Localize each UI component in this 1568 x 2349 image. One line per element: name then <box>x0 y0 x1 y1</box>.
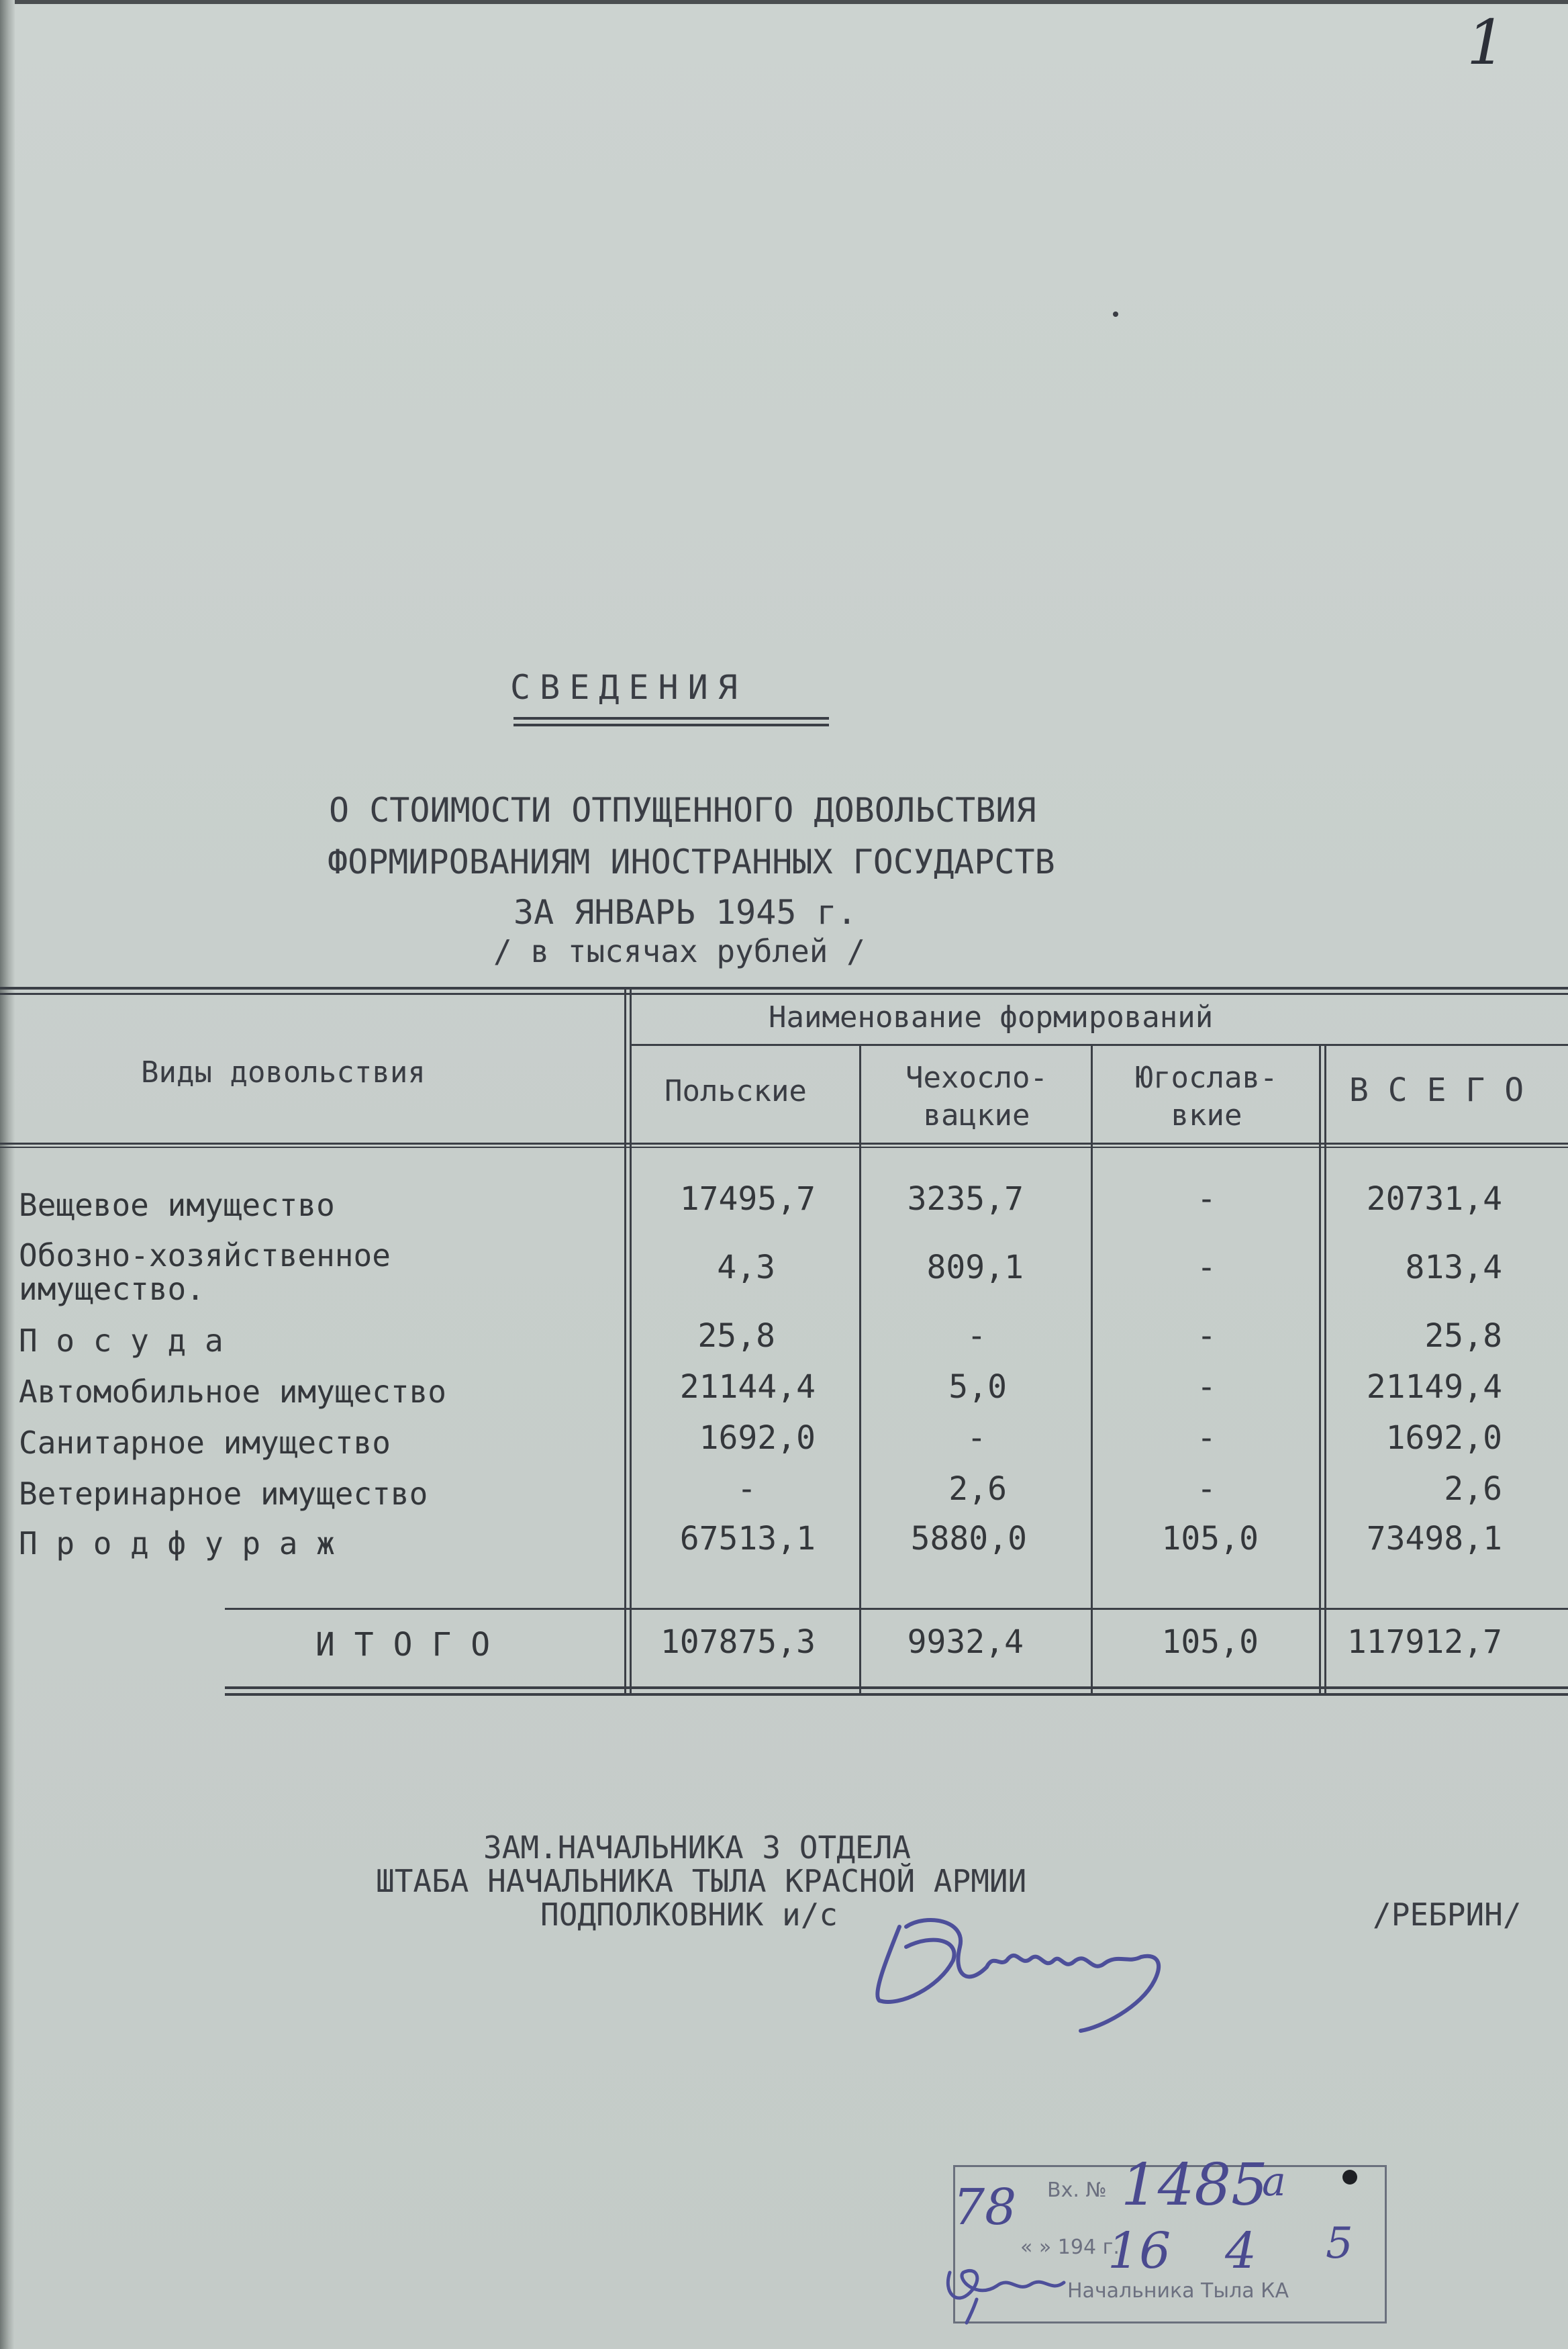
handwritten-suffix: а <box>1262 2158 1286 2205</box>
handwritten-year: 5 <box>1326 2219 1353 2268</box>
total-bottom-rule <box>225 1693 1568 1696</box>
cell-czechoslovak: 809,1 <box>926 1249 1024 1286</box>
column-rule <box>859 1044 861 1696</box>
signatory-name: /РЕБРИН/ <box>1373 1897 1522 1933</box>
handwritten-signature <box>859 1886 1181 2041</box>
total-yugoslav: 105,0 <box>1161 1623 1259 1661</box>
cell-czechoslovak: - <box>967 1317 987 1355</box>
cell-polish: 25,8 <box>697 1317 775 1355</box>
cell-total: 73498,1 <box>1366 1520 1502 1557</box>
cell-polish: 4,3 <box>717 1249 775 1286</box>
subtitle-line: ФОРМИРОВАНИЯМ ИНОСТРАННЫХ ГОСУДАРСТВ <box>328 843 1055 881</box>
subtitle-line: ЗА ЯНВАРЬ 1945 г. <box>513 893 857 932</box>
column-rule <box>1324 1044 1326 1696</box>
cell-total: 21149,4 <box>1366 1368 1502 1406</box>
header-bottom-rule <box>0 1143 1568 1145</box>
signature-line: ШТАБА НАЧАЛЬНИКА ТЫЛА КРАСНОЙ АРМИИ <box>376 1863 1027 1899</box>
handwritten-number: 1485 <box>1121 2152 1268 2219</box>
row-label: П р о д ф у р а ж <box>19 1525 335 1562</box>
stamp-label: « » 194 г. <box>1020 2236 1120 2259</box>
subtitle-line: О СТОИМОСТИ ОТПУЩЕННОГО ДОВОЛЬСТВИЯ <box>329 791 1036 830</box>
column-header-yugoslav: Югослав- вкие <box>1135 1061 1278 1133</box>
row-label: Вещевое имущество <box>19 1187 335 1223</box>
cell-yugoslav: 105,0 <box>1161 1520 1259 1557</box>
row-label: Обозно-хозяйственное имущество. <box>19 1237 391 1307</box>
stamp-initials-scribble <box>936 2252 1097 2326</box>
signature-line: ЗАМ.НАЧАЛЬНИКА 3 ОТДЕЛА <box>483 1829 911 1866</box>
handwritten-month: 4 <box>1225 2222 1257 2280</box>
cell-total: 2,6 <box>1444 1470 1502 1508</box>
total-polish: 107875,3 <box>660 1623 816 1661</box>
row-label: Санитарное имущество <box>19 1425 391 1461</box>
stamp-label: Вх. № <box>1047 2178 1107 2202</box>
total-overall: 117912,7 <box>1346 1623 1502 1661</box>
total-label: И Т О Г О <box>315 1626 491 1664</box>
cell-czechoslovak: 5,0 <box>948 1368 1007 1406</box>
cell-czechoslovak: 2,6 <box>948 1470 1007 1508</box>
column-header-czechoslovak: Чехосло- вацкие <box>905 1061 1048 1133</box>
column-header-total: В С Е Г О <box>1349 1071 1524 1109</box>
column-rule <box>1319 1044 1321 1696</box>
ink-dot <box>1342 2170 1357 2185</box>
row-label: Автомобильное имущество <box>19 1374 446 1410</box>
cell-polish: 21144,4 <box>679 1368 816 1406</box>
cell-polish: 17495,7 <box>679 1180 816 1218</box>
scan-edge-left <box>0 0 15 2349</box>
page-number: 1 <box>1467 7 1506 79</box>
row-label: Ветеринарное имущество <box>19 1476 428 1512</box>
column-header-polish: Польские <box>665 1074 807 1108</box>
cell-yugoslav: - <box>1197 1419 1216 1457</box>
title-underline <box>513 717 829 720</box>
total-bottom-rule <box>225 1686 1568 1689</box>
cell-total: 20731,4 <box>1366 1180 1502 1218</box>
table-top-rule <box>0 993 1568 995</box>
total-top-rule <box>225 1608 1568 1610</box>
stamp-label: Начальника Тыла КА <box>1067 2279 1289 2303</box>
cell-yugoslav: - <box>1197 1470 1216 1508</box>
column-rule <box>630 987 632 1696</box>
group-header: Наименование формирований <box>769 1000 1214 1035</box>
cell-total: 25,8 <box>1424 1317 1502 1355</box>
table-top-rule <box>0 987 1568 990</box>
cell-total: 1692,0 <box>1385 1419 1502 1457</box>
document-title: СВЕДЕНИЯ <box>510 668 747 707</box>
cell-czechoslovak: 3235,7 <box>907 1180 1024 1218</box>
header-bottom-rule <box>0 1147 1568 1148</box>
row-header: Виды довольствия <box>141 1055 426 1090</box>
group-header-rule <box>631 1044 1568 1046</box>
cell-polish: 1692,0 <box>699 1419 816 1457</box>
cell-yugoslav: - <box>1197 1249 1216 1286</box>
signature-line: ПОДПОЛКОВНИК и/с <box>540 1897 838 1933</box>
cell-polish: - <box>737 1470 756 1508</box>
cell-czechoslovak: - <box>967 1419 987 1457</box>
total-czechoslovak: 9932,4 <box>907 1623 1024 1661</box>
units-note: / в тысячах рублей / <box>493 933 865 969</box>
row-label: П о с у д а <box>19 1323 224 1359</box>
cell-polish: 67513,1 <box>679 1520 816 1557</box>
ink-dot <box>1113 311 1118 317</box>
handwritten-mark: 78 <box>953 2178 1017 2236</box>
scan-edge-top <box>0 0 1568 4</box>
cell-yugoslav: - <box>1197 1368 1216 1406</box>
handwritten-day: 16 <box>1108 2222 1171 2280</box>
cell-czechoslovak: 5880,0 <box>910 1520 1027 1557</box>
cell-total: 813,4 <box>1405 1249 1502 1286</box>
cell-yugoslav: - <box>1197 1180 1216 1218</box>
title-underline <box>513 724 829 726</box>
cell-yugoslav: - <box>1197 1317 1216 1355</box>
column-rule <box>624 987 626 1696</box>
column-rule <box>1091 1044 1093 1696</box>
